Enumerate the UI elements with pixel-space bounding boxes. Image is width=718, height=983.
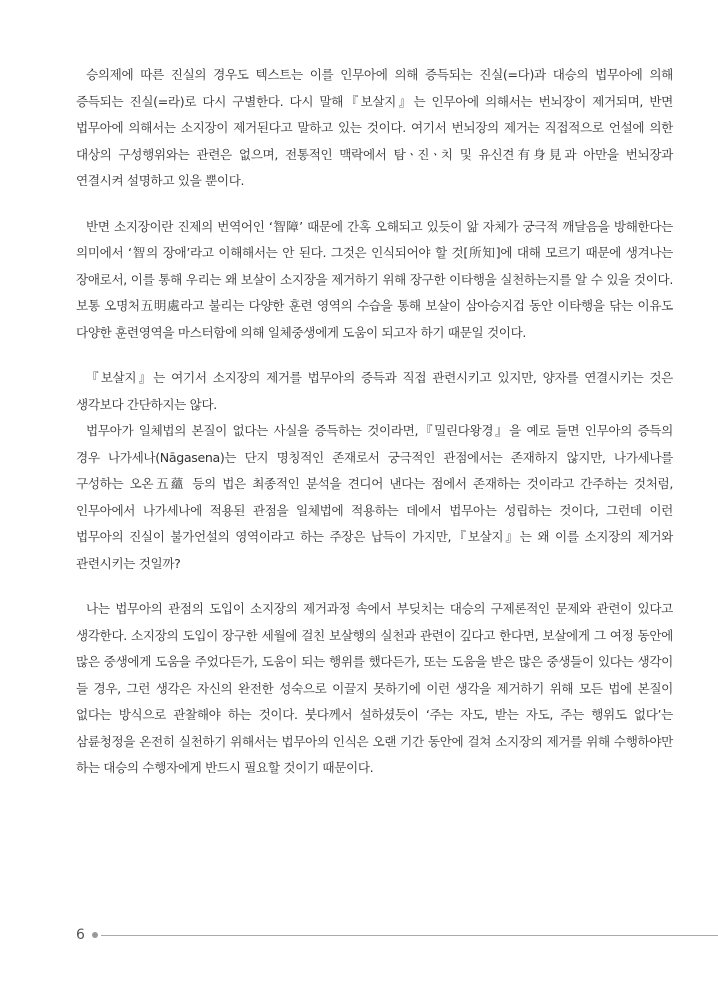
- body-text: [76, 62, 673, 801]
- paragraph: 반면 소지장이란 진제의 번역어인 ‘智障’ 때문에 간혹 오해되고 있듯이 앎 자체가 궁극적 깨달음을 방해한다는 의미에서 ‘智의 장애’라고 이해해서는 안 된다. 그것은 인식되어야 할 것[所知]에 대해 모르기 때문에 생겨나는 장애로서, 이를 통해 우리는 왜 보살이 소지장을 제거하기 위해 장구한 이타행을 실천하는지를 알 수 있을 것이다. 보통 오명처五明處라고 불리는 다양한 훈련 영역의 수습을 통해 보살이 삼아승지겁 동안 이타행을 닦는 이유도 다양한 훈련영역을 마스터함에 의해 일체중생에게 도움이 되고자 하기 때문일 것이다.: [76, 218, 673, 340]
- page-number: 6: [76, 927, 85, 943]
- footer-dot-ornament: [92, 932, 98, 938]
- paragraph-group-3: [76, 365, 673, 577]
- paragraph-group-4: [76, 596, 673, 782]
- paragraph-group-2: [76, 214, 673, 347]
- paragraph: 승의제에 따른 진실의 경우도 텍스트는 이를 인무아에 의해 증득되는 진실(=다)과 대승의 법무아에 의해 증득되는 진실(=라)로 다시 구별한다. 다시 말해『보살지』는 인무아에 의해서는 번뇌장이 제거되며, 반면 법무아에 의해서는 소지장이 제거된다고 말하고 있는 것이다. 여기서 번뇌장의 제거는 직접적으로 언설에 의한 대상의 구성행위와는 관련은 없으며, 전통적인 맥락에서 탐ㆍ진ㆍ치 및 유신견有身見과 아만을 번뇌장과 연결시켜 설명하고 있을 뿐이다.: [76, 67, 673, 188]
- paragraph: 법무아가 일체법의 본질이 없다는 사실을 증득하는 것이라면,『밀린다왕경』을 예로 들면 인무아의 증득의 경우 나가세나(Nāgasena)는 단지 명칭적인 존재로서 궁극적인 관점에서는 존재하지 않지만, 나가세나를 구성하는 오온五蘊 등의 법은 최종적인 분석을 견디어 낸다는 점에서 존재하는 것이라고 간주하는 것처럼, 인무아에서 나가세나에 적용된 관점을 일체법에 적용하는 데에서 법무아는 성립하는 것이다, 그런데 이런 법무아의 진실이 불가언설의 영역이라고 하는 주장은 납득이 가지만,『보살지』는 왜 이를 소지장의 제거와 관련시키는 것일까?: [76, 423, 673, 571]
- paragraph: 『보살지』는 여기서 소지장의 제거를 법무아의 증득과 직접 관련시키고 있지만, 양자를 연결시키는 것은 생각보다 간단하지는 않다.: [76, 370, 673, 412]
- paragraph-group-1: [76, 62, 673, 195]
- page-footer: [76, 925, 718, 945]
- footer-rule: [101, 935, 718, 936]
- paragraph: 나는 법무아의 관점의 도입이 소지장의 제거과정 속에서 부딪치는 대승의 구제론적인 문제와 관련이 있다고 생각한다. 소지장의 도입이 장구한 세월에 걸친 보살행의 실천과 관련이 깊다고 한다면, 보살에게 그 여정 동안에 많은 중생에게 도움을 주었다든가, 도움이 되는 행위를 했다든가, 또는 도움을 받은 많은 중생들이 있다는 생각이 들 경우, 그런 생각은 자신의 완전한 성숙으로 이끌지 못하기에 이런 생각을 제거하기 위해 모든 법에 본질이 없다는 방식으로 관찰해야 하는 것이다. 붓다께서 설하셨듯이 ‘주는 자도, 받는 자도, 주는 행위도 없다’는 삼륜청정을 온전히 실천하기 위해서는 법무아의 인식은 오랜 기간 동안에 걸쳐 소지장의 제거를 위해 수행하야만 하는 대승의 수행자에게 반드시 필요할 것이기 때문이다.: [76, 601, 673, 775]
